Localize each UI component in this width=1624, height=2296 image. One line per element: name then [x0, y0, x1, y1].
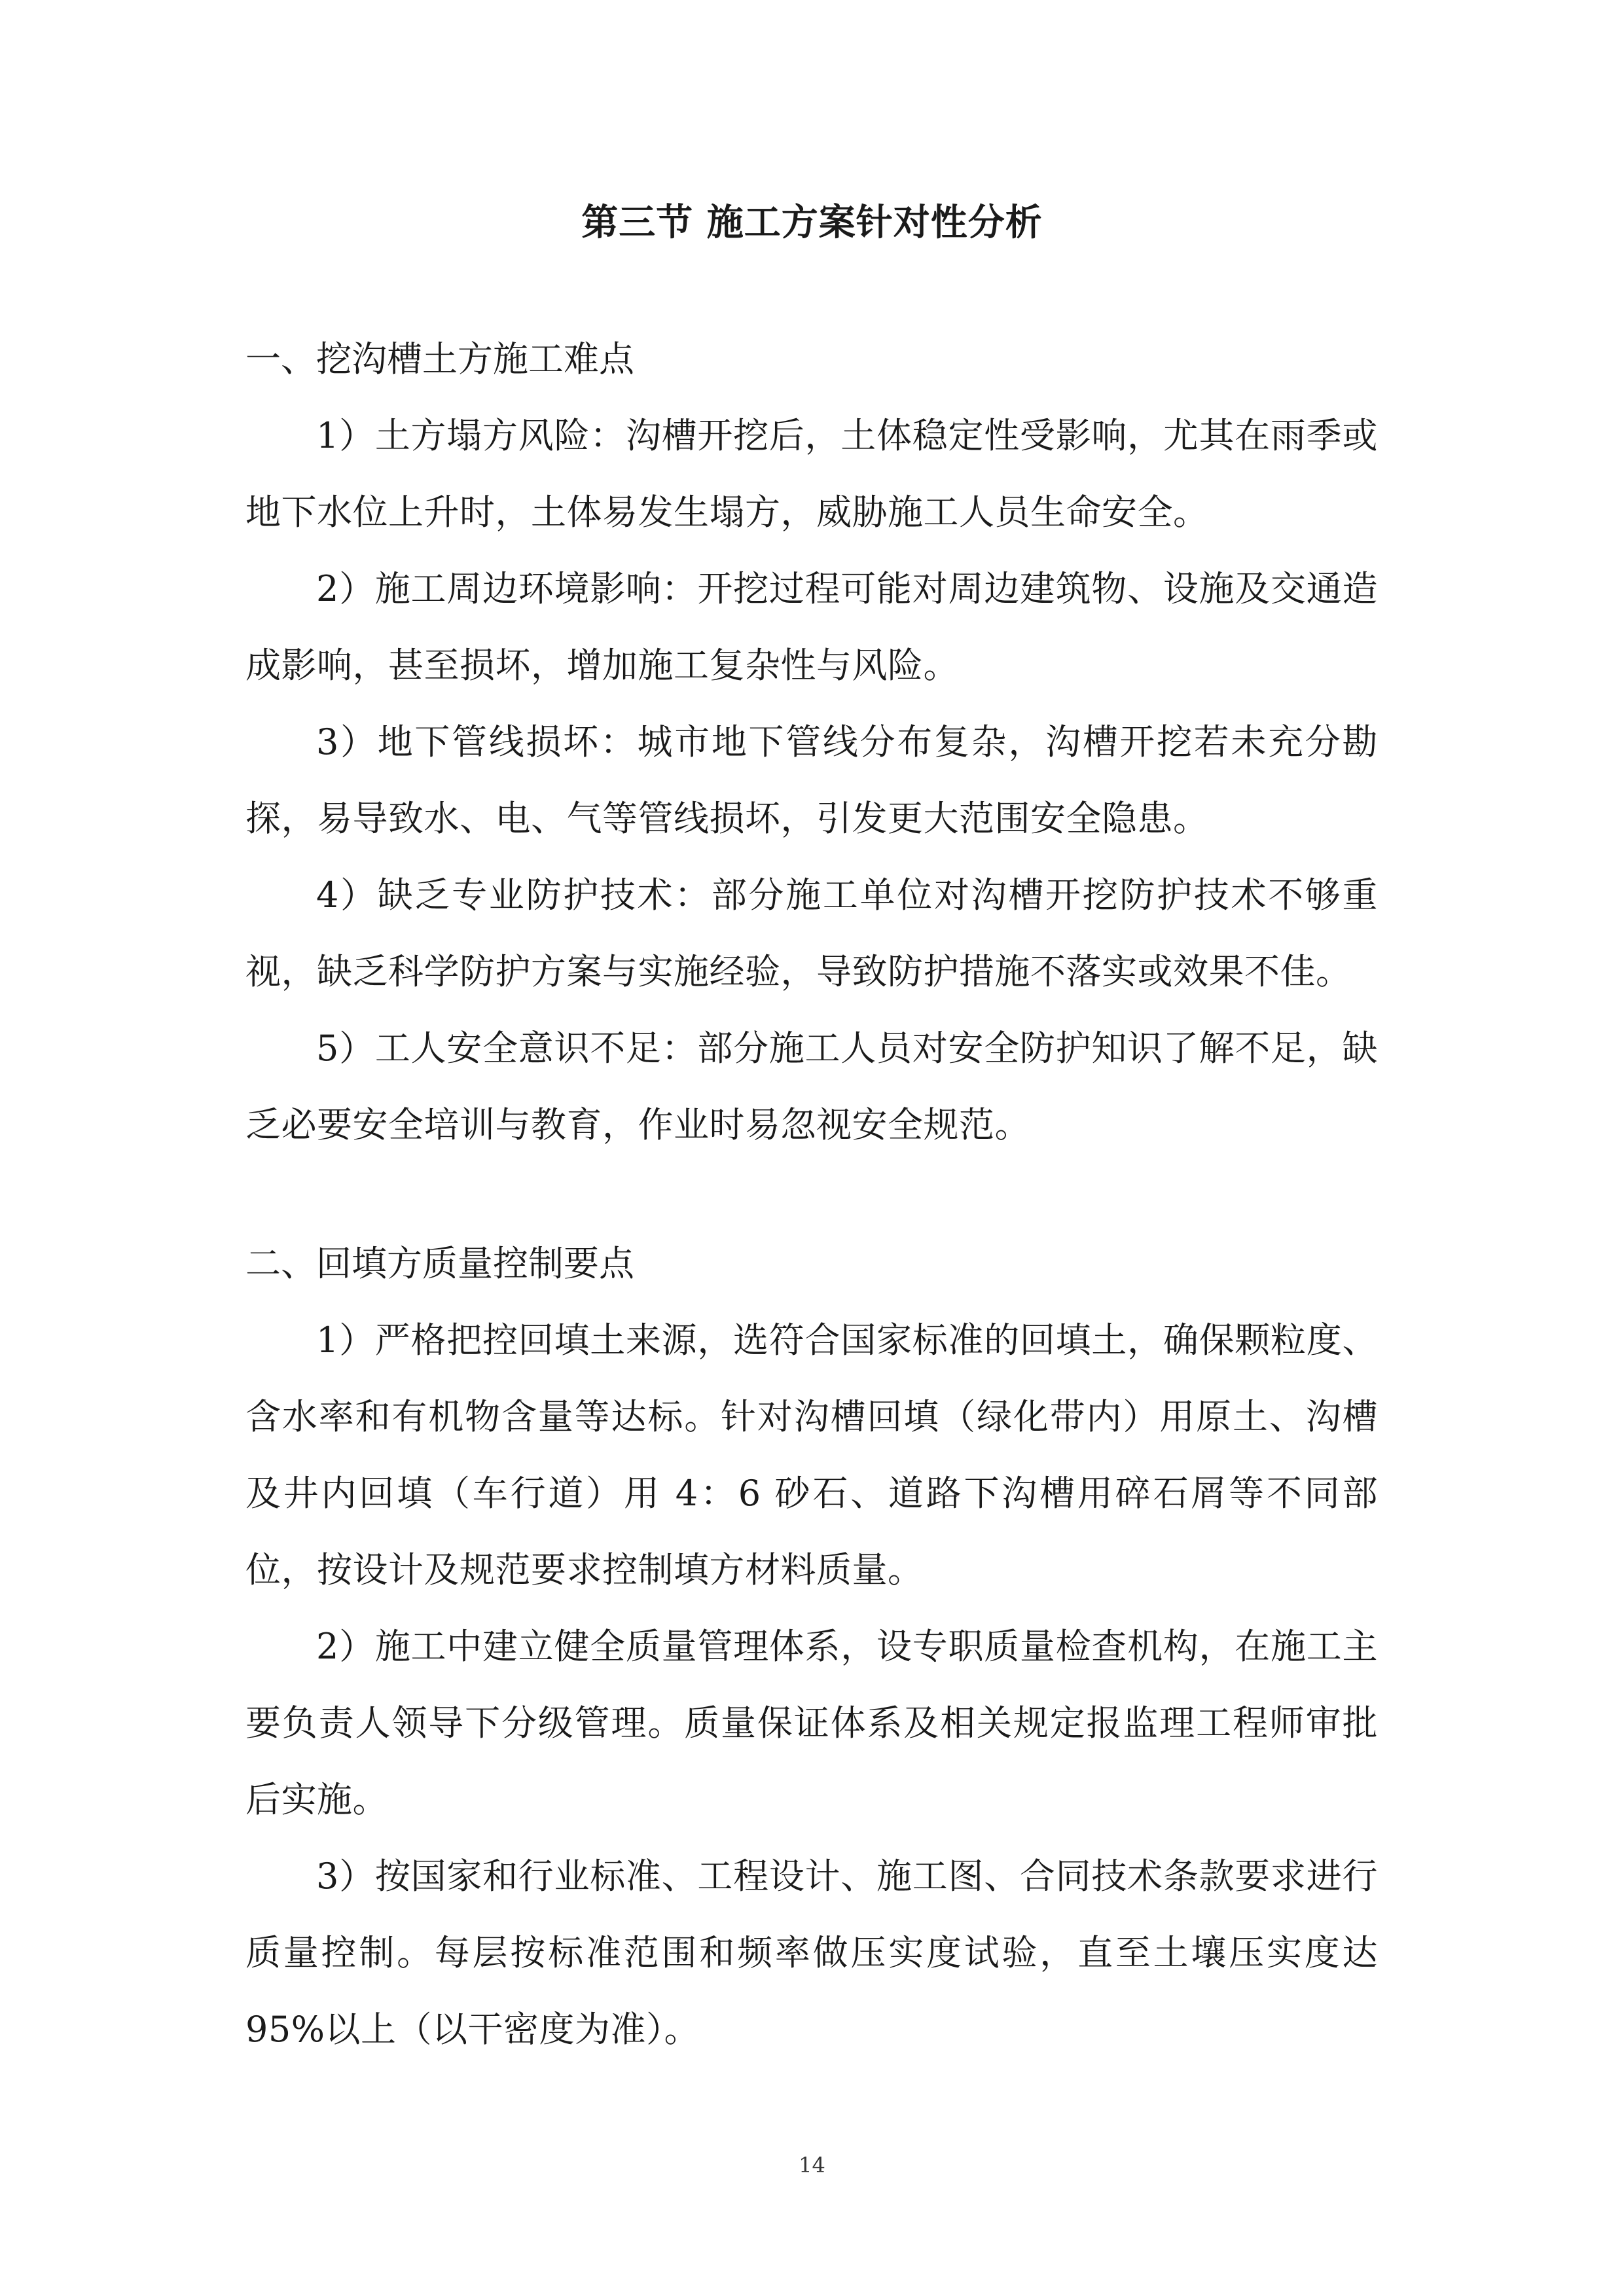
section-heading-2: 二、回填方质量控制要点 [245, 1243, 634, 1284]
section1-paragraph-2: 2）施工周边环境影响：开挖过程可能对周边建筑物、设施及交通造成影响，甚至损坏，增加施工复杂性与风险。 [245, 568, 1378, 686]
section1-paragraph-5: 5）工人安全意识不足：部分施工人员对安全防护知识了解不足，缺乏必要安全培训与教育，作业时易忽视安全规范。 [245, 1028, 1378, 1145]
section1-paragraph-1: 1）土方塌方风险：沟槽开挖后，土体稳定性受影响，尤其在雨季或地下水位上升时，土体易发生塌方，威胁施工人员生命安全。 [245, 415, 1378, 533]
document-body [245, 321, 1378, 2068]
page-title: 第三节 施工方案针对性分析 [581, 201, 1043, 244]
section-spacer [245, 1163, 1378, 1225]
section1-paragraph-3: 3）地下管线损坏：城市地下管线分布复杂，沟槽开挖若未充分勘探，易导致水、电、气等管线损坏，引发更大范围安全隐患。 [245, 721, 1378, 839]
section1-paragraph-4: 4）缺乏专业防护技术：部分施工单位对沟槽开挖防护技术不够重视，缺乏科学防护方案与实施经验，导致防护措施不落实或效果不佳。 [245, 874, 1378, 992]
section-heading-1: 一、挖沟槽土方施工难点 [245, 338, 634, 380]
section2-paragraph-1: 1）严格把控回填土来源，选符合国家标准的回填土，确保颗粒度、含水率和有机物含量等达标。针对沟槽回填（绿化带内）用原土、沟槽及井内回填（车行道）用 4：6 砂石、道路下沟槽用碎石屑等不同部位，按设计及规范要求控制填方材料质量。 [245, 1319, 1378, 1590]
page-number: 14 [799, 2153, 825, 2178]
section2-paragraph-2: 2）施工中建立健全质量管理体系，设专职质量检查机构，在施工主要负责人领导下分级管理。质量保证体系及相关规定报监理工程师审批后实施。 [245, 1626, 1378, 1820]
section2-paragraph-3: 3）按国家和行业标准、工程设计、施工图、合同技术条款要求进行质量控制。每层按标准范围和频率做压实度试验，直至土壤压实度达 95%以上（以干密度为准）。 [245, 1856, 1378, 2050]
